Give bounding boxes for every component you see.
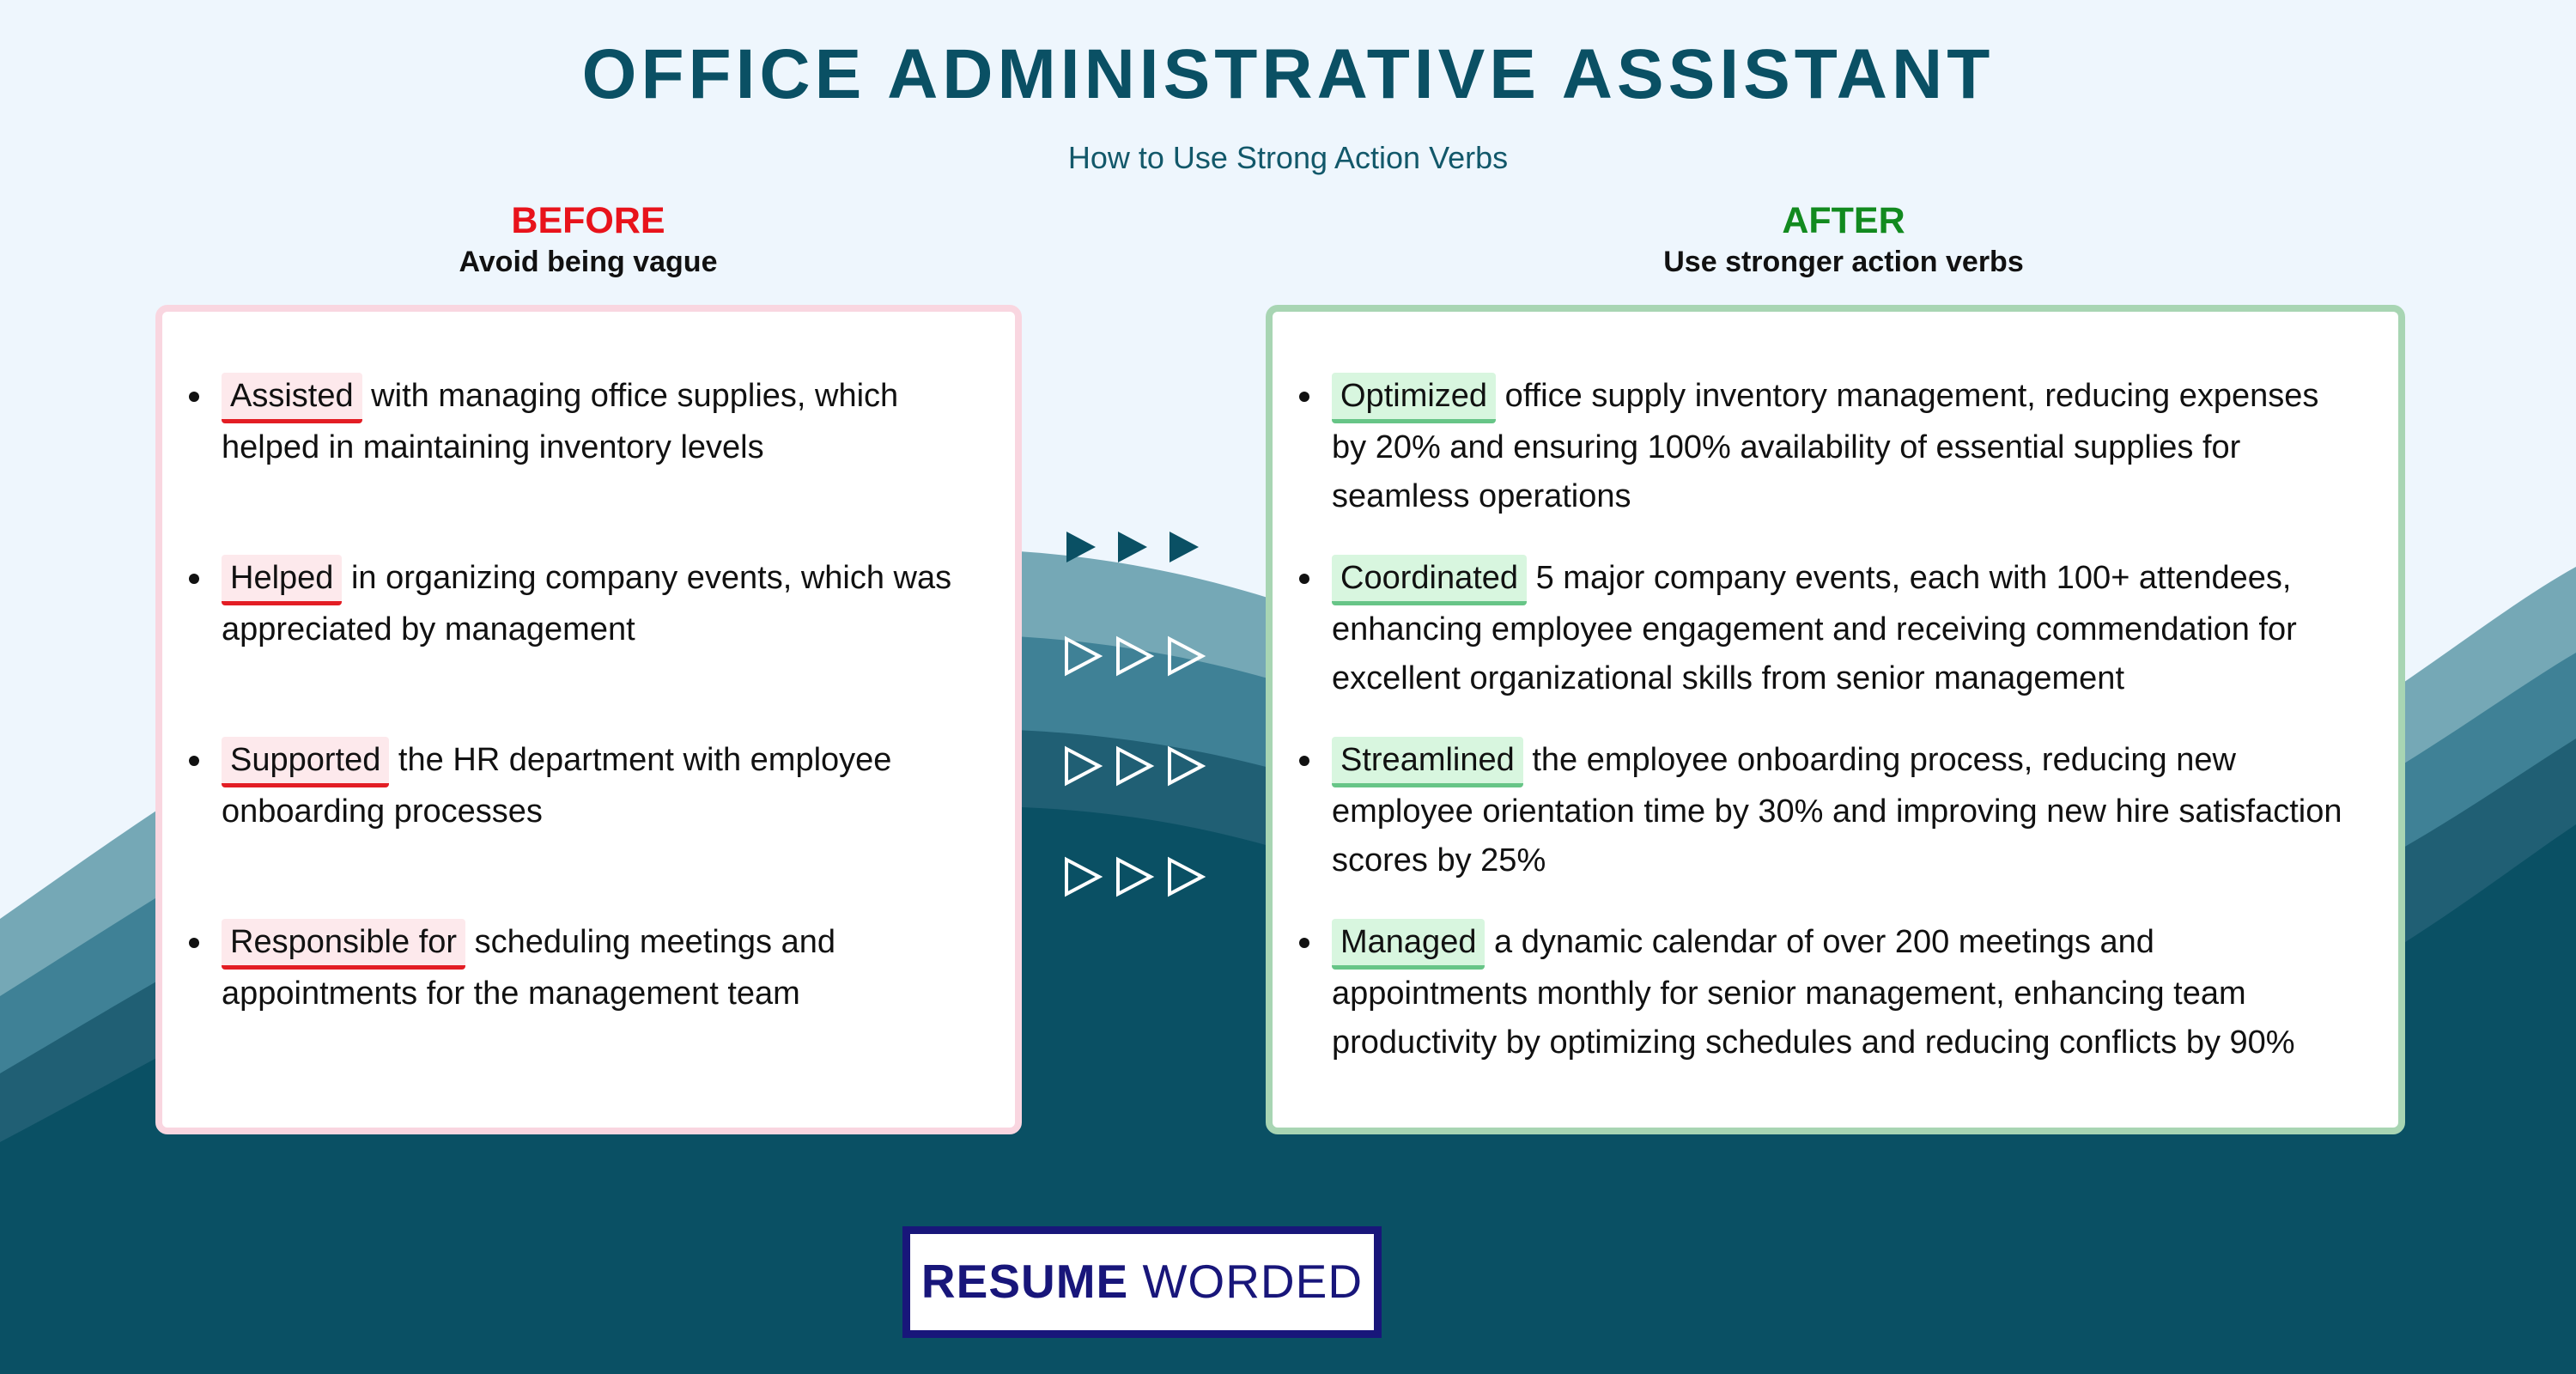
bullet-icon	[1299, 574, 1309, 584]
before-text-rest: appreciated by management	[222, 611, 635, 647]
after-item	[1332, 736, 2362, 885]
before-subtitle: Avoid being vague	[459, 246, 718, 278]
after-text-line1: the employee onboarding process, reducing new	[1522, 742, 2236, 778]
before-text-rest: helped in maintaining inventory levels	[222, 429, 764, 465]
resume-worded-logo	[902, 1226, 1382, 1338]
bullet-icon	[189, 938, 199, 948]
after-verb: Managed	[1332, 919, 1485, 970]
page-subtitle: How to Use Strong Action Verbs	[1067, 140, 1509, 175]
after-text-line1: office supply inventory management, reducing expenses	[1496, 378, 2319, 414]
outline-arrows-icon	[1061, 851, 1216, 903]
before-text-line1: scheduling meetings and	[465, 924, 835, 960]
outline-arrows-icon	[1061, 740, 1216, 792]
filled-arrows-icon	[1061, 521, 1216, 573]
after-tag: AFTER	[1782, 200, 1905, 241]
after-header	[1414, 200, 2273, 279]
before-item	[222, 918, 977, 1018]
bullet-icon	[1299, 756, 1309, 766]
before-text-rest: onboarding processes	[222, 793, 543, 830]
before-text-line1: the HR department with employee	[389, 742, 892, 778]
after-verb: Optimized	[1332, 373, 1496, 423]
bullet-icon	[189, 574, 199, 584]
before-item	[222, 554, 977, 654]
after-verb: Streamlined	[1332, 737, 1523, 787]
before-verb: Helped	[222, 555, 342, 605]
logo-bold: RESUME	[920, 1255, 1129, 1308]
page-title: OFFICE ADMINISTRATIVE ASSISTANT	[581, 35, 1995, 113]
after-text-line1: a dynamic calendar of over 200 meetings and	[1485, 924, 2154, 960]
before-card	[155, 305, 1022, 1134]
logo-light: WORDED	[1128, 1255, 1364, 1308]
after-item	[1332, 372, 2362, 521]
after-item	[1332, 918, 2362, 1067]
after-text-rest: employee orientation time by 30% and improving new hire satisfaction scores by 25%	[1332, 793, 2342, 879]
after-card	[1266, 305, 2405, 1134]
after-text-rest: by 20% and ensuring 100% availability of essential supplies for seamless operations	[1332, 429, 2241, 514]
after-subtitle: Use stronger action verbs	[1663, 246, 2024, 278]
outline-arrows-icon	[1061, 630, 1216, 682]
before-verb: Supported	[222, 737, 389, 787]
bullet-icon	[1299, 392, 1309, 402]
before-text-line1: with managing office supplies, which	[361, 378, 899, 414]
before-text-rest: appointments for the management team	[222, 976, 800, 1012]
after-text-line1: 5 major company events, each with 100+ attendees,	[1527, 560, 2292, 596]
before-verb: Assisted	[222, 373, 362, 423]
bullet-icon	[189, 392, 199, 402]
before-tag: BEFORE	[511, 200, 665, 241]
after-item	[1332, 554, 2362, 703]
before-header	[159, 200, 1018, 279]
before-item	[222, 736, 977, 836]
before-text-line1: in organizing company events, which was	[342, 560, 952, 596]
bullet-icon	[1299, 938, 1309, 948]
after-text-rest: appointments monthly for senior management, enhancing team productivity by optimizing schedules and reducing conflicts by 90%	[1332, 976, 2295, 1061]
after-text-rest: enhancing employee engagement and receiving commendation for excellent organizational skills from senior management	[1332, 611, 2297, 696]
after-verb: Coordinated	[1332, 555, 1527, 605]
before-verb: Responsible for	[222, 919, 465, 970]
bullet-icon	[189, 756, 199, 766]
before-item	[222, 372, 977, 472]
